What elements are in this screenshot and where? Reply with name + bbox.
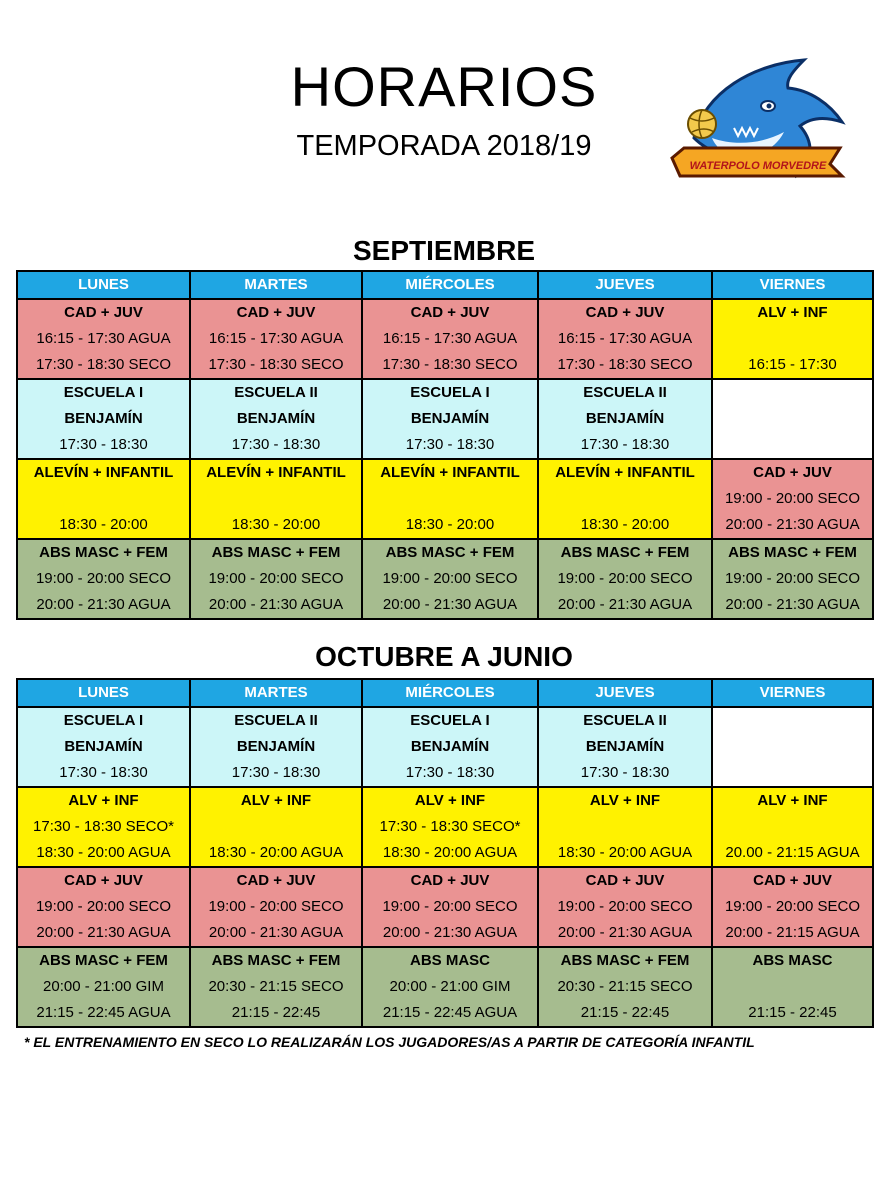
schedule-cell: [17, 707, 190, 787]
schedule-cell: [17, 299, 190, 379]
group-name: ESCUELA I: [63, 384, 144, 401]
group-name: CAD + JUV: [585, 872, 665, 889]
schedule-cell: [190, 539, 362, 619]
schedule-cell: [362, 787, 538, 867]
time-slot: 19:00 - 20:00 SECO: [724, 898, 861, 915]
time-slot: 19:00 - 20:00 SECO: [557, 570, 693, 587]
time-slot: 18:30 - 20:00: [59, 516, 148, 533]
page-subtitle: TEMPORADA 2018/19: [296, 130, 592, 162]
group-name: ABS MASC + FEM: [211, 952, 341, 969]
time-slot: BENJAMÍN: [64, 410, 143, 427]
schedule-cell: [538, 947, 712, 1027]
group-name: ESCUELA II: [234, 384, 318, 401]
schedule-cell: [190, 707, 362, 787]
time-slot: [191, 814, 361, 840]
waterpolo-ball-icon: [688, 110, 716, 138]
day-header-martes: MARTES: [190, 271, 362, 299]
group-name: ALV + INF: [757, 304, 828, 321]
time-slot: 18:30 - 20:00 AGUA: [36, 844, 171, 861]
group-name: ALV + INF: [68, 792, 139, 809]
time-slot: 17:30 - 18:30 SECO*: [379, 818, 521, 835]
group-name: CAD + JUV: [585, 304, 665, 321]
schedule-cell: [190, 459, 362, 539]
day-header-martes: MARTES: [190, 679, 362, 707]
time-slot: 20:30 - 21:15 SECO: [557, 978, 693, 995]
time-slot: 16:15 - 17:30 AGUA: [382, 330, 518, 347]
time-slot: 18:30 - 20:00: [231, 516, 321, 533]
group-name: CAD + JUV: [236, 872, 316, 889]
time-slot: 17:30 - 18:30: [580, 436, 670, 453]
day-header-jueves: JUEVES: [538, 679, 712, 707]
group-name: CAD + JUV: [753, 464, 832, 481]
time-slot: 17:30 - 18:30 SECO: [35, 356, 172, 373]
time-slot: 20:00 - 21:30 AGUA: [557, 596, 693, 613]
group-name: ALV + INF: [757, 792, 828, 809]
schedule-row: [17, 299, 873, 379]
club-logo: [664, 52, 850, 198]
time-slot: 20:00 - 21:30 AGUA: [208, 596, 344, 613]
schedule-cell: [538, 867, 712, 947]
time-slot: 17:30 - 18:30: [580, 764, 670, 781]
time-slot: [191, 486, 361, 512]
time-slot: [363, 486, 537, 512]
time-slot: [539, 814, 711, 840]
time-slot: BENJAMÍN: [410, 410, 490, 427]
time-slot: 20:00 - 21:30 AGUA: [725, 516, 860, 533]
time-slot: 17:30 - 18:30: [59, 764, 148, 781]
schedule-row: [17, 947, 873, 1027]
time-slot: 20:00 - 21:30 AGUA: [382, 924, 518, 941]
group-name: ESCUELA I: [410, 384, 490, 401]
group-name: ESCUELA II: [583, 712, 667, 729]
schedule-cell: [538, 379, 712, 459]
time-slot: [713, 406, 872, 432]
time-slot: 21:15 - 22:45: [231, 1004, 321, 1021]
time-slot: [713, 974, 872, 1000]
group-name: ALEVÍN + INFANTIL: [555, 464, 695, 481]
schedule-cell: [712, 459, 873, 539]
time-slot: 20:00 - 21:30 AGUA: [382, 596, 518, 613]
group-name: ESCUELA I: [63, 712, 144, 729]
schedule-cell: [190, 867, 362, 947]
schedule-cell: [17, 787, 190, 867]
time-slot: 17:30 - 18:30 SECO: [382, 356, 518, 373]
time-slot: 20:00 - 21:30 AGUA: [36, 596, 171, 613]
time-slot: 20:00 - 21:30 AGUA: [557, 924, 693, 941]
time-slot: 18:30 - 20:00 AGUA: [557, 844, 693, 861]
group-name: ALEVÍN + INFANTIL: [380, 464, 520, 481]
group-name: ABS MASC + FEM: [385, 544, 515, 561]
schedule-cell: [362, 947, 538, 1027]
schedule-cell: [712, 379, 873, 459]
time-slot: [713, 432, 872, 458]
time-slot: 16:15 - 17:30 AGUA: [36, 330, 171, 347]
group-name: CAD + JUV: [410, 872, 490, 889]
time-slot: 17:30 - 18:30 SECO*: [33, 818, 174, 835]
schedule-table-septiembre: [16, 270, 874, 620]
time-slot: 20.00 - 21:15 AGUA: [725, 844, 860, 861]
schedule-cell: [362, 459, 538, 539]
time-slot: 20:00 - 21:30 AGUA: [208, 924, 344, 941]
schedule-cell: [712, 787, 873, 867]
time-slot: 16:15 - 17:30 AGUA: [557, 330, 693, 347]
time-slot: [18, 486, 189, 512]
group-name: ALEVÍN + INFANTIL: [33, 464, 174, 481]
time-slot: 20:00 - 21:15 AGUA: [725, 924, 860, 941]
schedule-row: [17, 867, 873, 947]
time-slot: 19:00 - 20:00 SECO: [35, 898, 172, 915]
time-slot: 17:30 - 18:30: [231, 436, 321, 453]
group-name: ALV + INF: [414, 792, 486, 809]
time-slot: 20:00 - 21:30 AGUA: [725, 596, 860, 613]
schedule-cell: [362, 867, 538, 947]
group-name: ABS MASC + FEM: [39, 952, 168, 969]
schedule-cell: [538, 707, 712, 787]
schedule-cell: [362, 539, 538, 619]
schedule-cell: [190, 299, 362, 379]
schedule-cell: [362, 379, 538, 459]
time-slot: 17:30 - 18:30 SECO: [208, 356, 344, 373]
day-header-lunes: LUNES: [17, 679, 190, 707]
schedule-row: [17, 539, 873, 619]
group-name: ESCUELA I: [410, 712, 490, 729]
schedule-row: [17, 787, 873, 867]
time-slot: 21:15 - 22:45: [580, 1004, 670, 1021]
group-name: CAD + JUV: [753, 872, 832, 889]
time-slot: [713, 814, 872, 840]
time-slot: 19:00 - 20:00 SECO: [35, 570, 172, 587]
schedule-cell: [538, 539, 712, 619]
schedule-cell: [17, 379, 190, 459]
group-name: CAD + JUV: [64, 304, 143, 321]
time-slot: 18:30 - 20:00 AGUA: [208, 844, 344, 861]
group-name: ALEVÍN + INFANTIL: [206, 464, 346, 481]
group-name: ABS MASC + FEM: [211, 544, 341, 561]
time-slot: 20:00 - 21:30 AGUA: [36, 924, 171, 941]
group-name: ABS MASC + FEM: [39, 544, 168, 561]
schedule-cell: [538, 299, 712, 379]
time-slot: 19:00 - 20:00 SECO: [724, 570, 861, 587]
group-name: ABS MASC: [752, 952, 833, 969]
group-name: ESCUELA II: [234, 712, 318, 729]
time-slot: 19:00 - 20:00 SECO: [208, 570, 344, 587]
group-name: [713, 708, 872, 734]
time-slot: 21:15 - 22:45: [748, 1004, 837, 1021]
time-slot: 17:30 - 18:30: [59, 436, 148, 453]
group-name: CAD + JUV: [64, 872, 143, 889]
group-name: ALV + INF: [240, 792, 312, 809]
time-slot: BENJAMÍN: [410, 738, 490, 755]
footnote: * EL ENTRENAMIENTO EN SECO LO REALIZARÁN LOS JUGADORES/AS A PARTIR DE CATEGORÍA INFANTIL: [24, 1034, 755, 1050]
time-slot: 20:30 - 21:15 SECO: [208, 978, 344, 995]
time-slot: 20:00 - 21:00 GIM: [389, 978, 511, 995]
time-slot: 17:30 - 18:30: [405, 764, 495, 781]
time-slot: 18:30 - 20:00: [405, 516, 495, 533]
schedule-row: [17, 707, 873, 787]
group-name: [713, 380, 872, 406]
time-slot: 19:00 - 20:00 SECO: [382, 570, 518, 587]
schedule-cell: [712, 299, 873, 379]
time-slot: BENJAMÍN: [236, 410, 316, 427]
schedule-cell: [362, 707, 538, 787]
group-name: ESCUELA II: [583, 384, 667, 401]
time-slot: 16:15 - 17:30: [748, 356, 837, 373]
logo-wordmark: WATERPOLO MORVEDRE: [689, 160, 827, 172]
time-slot: 17:30 - 18:30 SECO: [557, 356, 693, 373]
schedule-cell: [538, 787, 712, 867]
time-slot: 20:00 - 21:00 GIM: [43, 978, 164, 995]
day-header-miércoles: MIÉRCOLES: [362, 679, 538, 707]
time-slot: 17:30 - 18:30: [405, 436, 495, 453]
group-name: ALV + INF: [589, 792, 661, 809]
schedule-cell: [190, 379, 362, 459]
group-name: CAD + JUV: [410, 304, 490, 321]
schedule-cell: [712, 947, 873, 1027]
group-name: CAD + JUV: [236, 304, 316, 321]
time-slot: 17:30 - 18:30: [231, 764, 321, 781]
time-slot: 19:00 - 20:00 SECO: [382, 898, 518, 915]
schedule-cell: [17, 459, 190, 539]
page-title: HORARIOS: [290, 55, 598, 118]
group-name: ABS MASC + FEM: [560, 952, 690, 969]
time-slot: 19:00 - 20:00 SECO: [557, 898, 693, 915]
schedule-row: [17, 379, 873, 459]
time-slot: 21:15 - 22:45 AGUA: [36, 1004, 171, 1021]
schedule-cell: [538, 459, 712, 539]
schedule-table-octubre-junio: [16, 678, 874, 1028]
day-header-miércoles: MIÉRCOLES: [362, 271, 538, 299]
time-slot: [713, 760, 872, 786]
time-slot: BENJAMÍN: [585, 410, 665, 427]
schedule-row: [17, 459, 873, 539]
schedule-cell: [17, 947, 190, 1027]
time-slot: BENJAMÍN: [585, 738, 665, 755]
schedule-cell: [362, 299, 538, 379]
schedule-cell: [190, 787, 362, 867]
group-name: ABS MASC: [409, 952, 490, 969]
day-header-jueves: JUEVES: [538, 271, 712, 299]
schedule-cell: [190, 947, 362, 1027]
schedule-cell: [712, 867, 873, 947]
section-heading-octubre-junio: OCTUBRE A JUNIO: [315, 641, 573, 672]
section-heading-septiembre: SEPTIEMBRE: [352, 235, 536, 266]
time-slot: BENJAMÍN: [64, 738, 143, 755]
schedule-cell: [712, 539, 873, 619]
day-header-viernes: VIERNES: [712, 679, 873, 707]
schedule-cell: [712, 707, 873, 787]
group-name: ABS MASC + FEM: [728, 544, 857, 561]
time-slot: 19:00 - 20:00 SECO: [208, 898, 344, 915]
time-slot: [713, 734, 872, 760]
schedule-cell: [17, 539, 190, 619]
time-slot: 21:15 - 22:45 AGUA: [382, 1004, 518, 1021]
group-name: ABS MASC + FEM: [560, 544, 690, 561]
time-slot: [713, 326, 872, 352]
time-slot: 18:30 - 20:00 AGUA: [382, 844, 518, 861]
time-slot: BENJAMÍN: [236, 738, 316, 755]
time-slot: [539, 486, 711, 512]
schedule-cell: [17, 867, 190, 947]
time-slot: 18:30 - 20:00: [580, 516, 670, 533]
time-slot: 16:15 - 17:30 AGUA: [208, 330, 344, 347]
day-header-viernes: VIERNES: [712, 271, 873, 299]
time-slot: 19:00 - 20:00 SECO: [724, 490, 861, 507]
day-header-lunes: LUNES: [17, 271, 190, 299]
